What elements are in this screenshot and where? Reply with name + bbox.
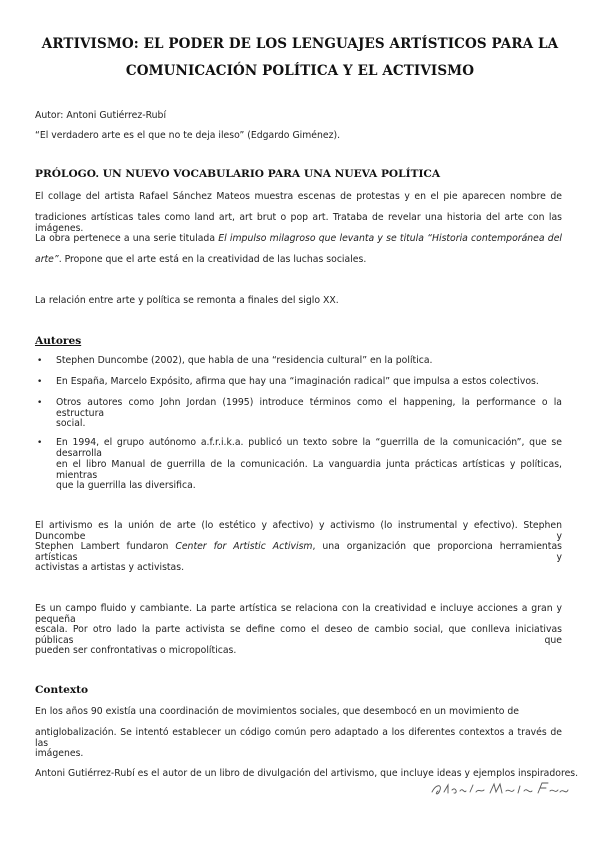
prologo-paragraph-2: La relación entre arte y política se remonta a finales del siglo XX.: [35, 295, 339, 306]
autores-bullet-text: Stephen Duncombe (2002), que habla de una “residencia cultural” en la política.: [56, 355, 433, 366]
artwork-title: El impulso milagroso que levanta y se titula “Historia contemporánea del: [218, 233, 563, 244]
handwritten-signature: [430, 778, 570, 800]
autores-bullet-text: que la guerrilla las diversifica.: [56, 480, 196, 491]
bullet-marker: •: [37, 356, 43, 366]
prologo-text-line: El collage del artista Rafael Sánchez Mateos muestra escenas de protestas y en el pie aparecen nombre de: [35, 191, 562, 202]
prologo-text-line: tradiciones artísticas tales como land art, art brut o pop art. Trataba de revelar una historia del arte con las imágenes.: [35, 212, 562, 234]
autores-bullet-text: en el libro Manual de guerrilla de la comunicación. La vanguardia junta prácticas artísticas y políticas, mientras: [56, 459, 562, 481]
organization-name: Center for Artistic Activism: [175, 541, 313, 552]
autores-heading: Autores: [35, 335, 82, 347]
prologo-text-segment: . Propone que el arte está en la creatividad de las luchas sociales.: [58, 254, 367, 265]
bullet-marker: •: [37, 438, 43, 448]
document-title-line-1: ARTIVISMO: EL PODER DE LOS LENGUAJES ARTÍSTICOS PARA LA: [41, 36, 559, 52]
artivismo-text-line: El artivismo es la unión de arte (lo estético y afectivo) y activismo (lo instrumental y efectivo). Stephen Duncombe y: [35, 520, 562, 542]
autores-bullet-text: En España, Marcelo Expósito, afirma que hay una “imaginación radical” que impulsa a estos colectivos.: [56, 376, 539, 387]
prologo-heading: PRÓLOGO. UN NUEVO VOCABULARIO PARA UNA NUEVA POLÍTICA: [35, 168, 441, 180]
prologo-text-line: [35, 254, 366, 265]
artwork-title-end: arte”: [35, 254, 59, 265]
artivismo-text-segment: , una organización que proporciona herramientas artísticas y: [35, 541, 562, 563]
bullet-marker: •: [37, 398, 43, 408]
document-title-line-2: COMUNICACIÓN POLÍTICA Y EL ACTIVISMO: [125, 63, 475, 79]
artivismo-text-line: pueden ser confrontativas o micropolíticas.: [35, 645, 237, 656]
contexto-text-line: imágenes.: [35, 748, 84, 759]
autores-bullet-text: Otros autores como John Jordan (1995) introduce términos como el happening, la performance o la estructura: [56, 397, 562, 419]
contexto-text-line: En los años 90 existía una coordinación de movimientos sociales, que desembocó en un movimiento de: [35, 706, 520, 717]
prologo-text-segment: La obra pertenece a una serie titulada: [35, 233, 219, 244]
epigraph-quote: “El verdadero arte es el que no te deja ileso” (Edgardo Giménez).: [35, 130, 341, 141]
autores-bullet-text: social.: [56, 418, 86, 429]
artivismo-text-line: escala. Por otro lado la parte activista se define como el deseo de cambio social, que conlleva iniciativas públicas que: [35, 624, 562, 646]
prologo-text-line: [35, 233, 562, 244]
contexto-text-line: antiglobalización. Se intentó establecer un código común pero adaptado a los diferentes contextos a través de las: [35, 727, 562, 749]
artivismo-text-line: activistas a artistas y activistas.: [35, 562, 185, 573]
artivismo-text-line: [35, 541, 562, 563]
contexto-heading: Contexto: [35, 684, 89, 696]
artivismo-text-segment: Stephen Lambert fundaron: [35, 541, 176, 552]
contexto-text-line: Antoni Gutiérrez-Rubí es el autor de un libro de divulgación del artivismo, que incluye ideas y ejemplos inspiradores.: [35, 768, 579, 779]
bullet-marker: •: [37, 377, 43, 387]
author-line: Autor: Antoni Gutiérrez-Rubí: [35, 110, 167, 121]
autores-bullet-text: En 1994, el grupo autónomo a.f.r.i.k.a. publicó un texto sobre la “guerrilla de la comunicación”, que se desarrolla: [56, 437, 562, 459]
artivismo-text-line: Es un campo fluido y cambiante. La parte artística se relaciona con la creatividad e incluye acciones a gran y pequeña: [35, 603, 562, 625]
